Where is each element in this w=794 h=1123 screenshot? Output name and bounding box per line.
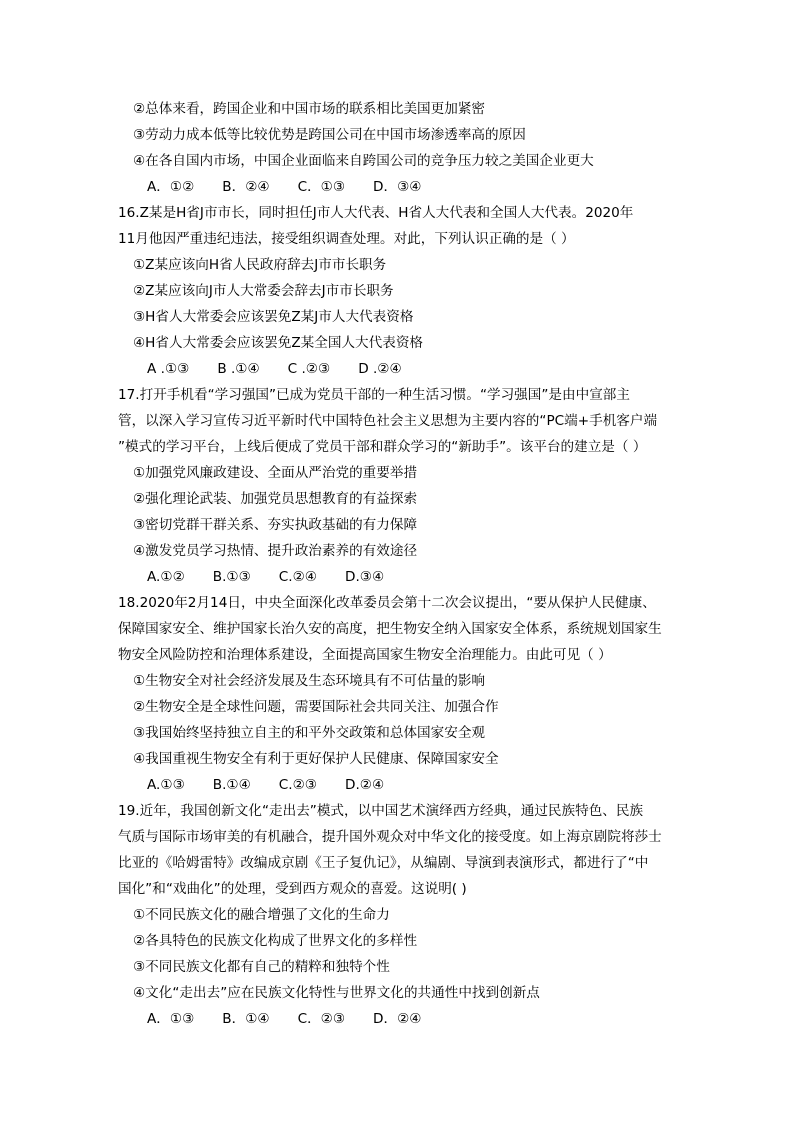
option-line: ④我国重视生物安全有利于更好保护人民健康、保障国家安全: [133, 751, 499, 767]
choice-c: C.②④: [278, 569, 317, 585]
option-line: ③密切党群干群关系、夯实执政基础的有力保障: [133, 517, 418, 533]
choice-a: A.①②: [147, 569, 185, 585]
choices-line: [147, 360, 430, 378]
option-line: ②强化理论武装、加强党员思想教育的有益探索: [133, 491, 418, 507]
option-line: ④文化“走出去”应在民族文化特性与世界文化的共通性中找到创新点: [133, 985, 540, 1001]
choice-a: A.①③: [147, 777, 185, 793]
option-line: ③我国始终坚持独立自主的和平外交政策和总体国家安全观: [133, 725, 486, 741]
choice-a: A．①②: [147, 179, 195, 195]
option-line: ③不同民族文化都有自己的精粹和独特个性: [133, 959, 390, 975]
question-line: 17.打开手机看“学习强国”已成为党员干部的一种生活习惯。“学习强国”是由中宣部主: [118, 387, 630, 403]
option-line: ①Z某应该向H省人民政府辞去J市市长职务: [133, 257, 387, 273]
option-line: ②Z某应该向J市人大常委会辞去J市市长职务: [133, 283, 394, 299]
question-line: 11月他因严重违纪违法，接受组织调查处理。对此，下列认识正确的是（ ）: [118, 231, 575, 247]
choice-d: D．②④: [373, 1011, 422, 1027]
choice-b: B．①④: [222, 1011, 270, 1027]
choice-c: C .②③: [287, 361, 331, 377]
option-line: ①不同民族文化的融合增强了文化的生命力: [133, 907, 390, 923]
choices-line: [147, 178, 449, 196]
option-line: ②总体来看，跨国企业和中国市场的联系相比美国更加紧密: [133, 101, 486, 117]
choice-d: D.③④: [344, 569, 385, 585]
choice-d: D．③④: [373, 179, 422, 195]
option-line: ③H省人大常委会应该罢免Z某J市人大代表资格: [133, 309, 414, 325]
choice-b: B.①③: [212, 569, 251, 585]
choices-line: [147, 568, 412, 586]
choice-d: D.②④: [344, 777, 385, 793]
question-line: 保障国家安全、维护国家长治久安的高度，把生物安全纳入国家安全体系，系统规划国家生: [118, 621, 662, 637]
question-line: 16.Z某是H省J市市长，同时担任J市人大代表、H省人大代表和全国人大代表。2020年: [118, 205, 634, 221]
question-line: ”模式的学习平台，上线后便成了党员干部和群众学习的“新助手”。该平台的建立是（ ）: [118, 439, 647, 455]
option-line: ②生物安全是全球性问题，需要国际社会共同关注、加强合作: [133, 699, 499, 715]
question-line: 气质与国际市场审美的有机融合，提升国外观众对中华文化的接受度。如上海京剧院将莎士: [118, 829, 662, 845]
option-line: ④H省人大常委会应该罢免Z某全国人大代表资格: [133, 335, 424, 351]
question-line: 国化”和“戏曲化”的处理，受到西方观众的喜爱。这说明( ): [118, 881, 467, 897]
choice-a: A .①③: [147, 361, 190, 377]
choice-b: B .①④: [217, 361, 260, 377]
choices-line: [147, 776, 412, 794]
option-line: ④在各自国内市场，中国企业面临来自跨国公司的竞争压力较之美国企业更大: [133, 153, 594, 169]
question-line: 18.2020年2月14日，中央全面深化改革委员会第十二次会议提出，“要从保护人民健康、: [118, 595, 656, 611]
choice-d: D .②④: [358, 361, 402, 377]
option-line: ②各具特色的民族文化构成了世界文化的多样性: [133, 933, 418, 949]
choice-c: C．①③: [297, 179, 346, 195]
option-line: ④激发党员学习热情、提升政治素养的有效途径: [133, 543, 418, 559]
choice-a: A．①③: [147, 1011, 195, 1027]
choice-c: C．②③: [297, 1011, 346, 1027]
question-line: 管，以深入学习宣传习近平新时代中国特色社会主义思想为主要内容的“PC端+手机客户端: [118, 413, 658, 429]
question-line: 物安全风险防控和治理体系建设，全面提高国家生物安全治理能力。由此可见（ ）: [118, 647, 612, 663]
choice-b: B.①④: [212, 777, 251, 793]
choices-line: [147, 1010, 449, 1028]
question-line: 比亚的《哈姆雷特》改编成京剧《王子复仇记》，从编剧、导演到表演形式，都进行了“中: [118, 855, 649, 871]
choice-b: B．②④: [222, 179, 270, 195]
option-line: ③劳动力成本低等比较优势是跨国公司在中国市场渗透率高的原因: [133, 127, 526, 143]
choice-c: C.②③: [278, 777, 317, 793]
option-line: ①加强党风廉政建设、全面从严治党的重要举措: [133, 465, 418, 481]
option-line: ①生物安全对社会经济发展及生态环境具有不可估量的影响: [133, 673, 486, 689]
question-line: 19.近年，我国创新文化“走出去”模式，以中国艺术演绎西方经典，通过民族特色、民族: [118, 803, 644, 819]
